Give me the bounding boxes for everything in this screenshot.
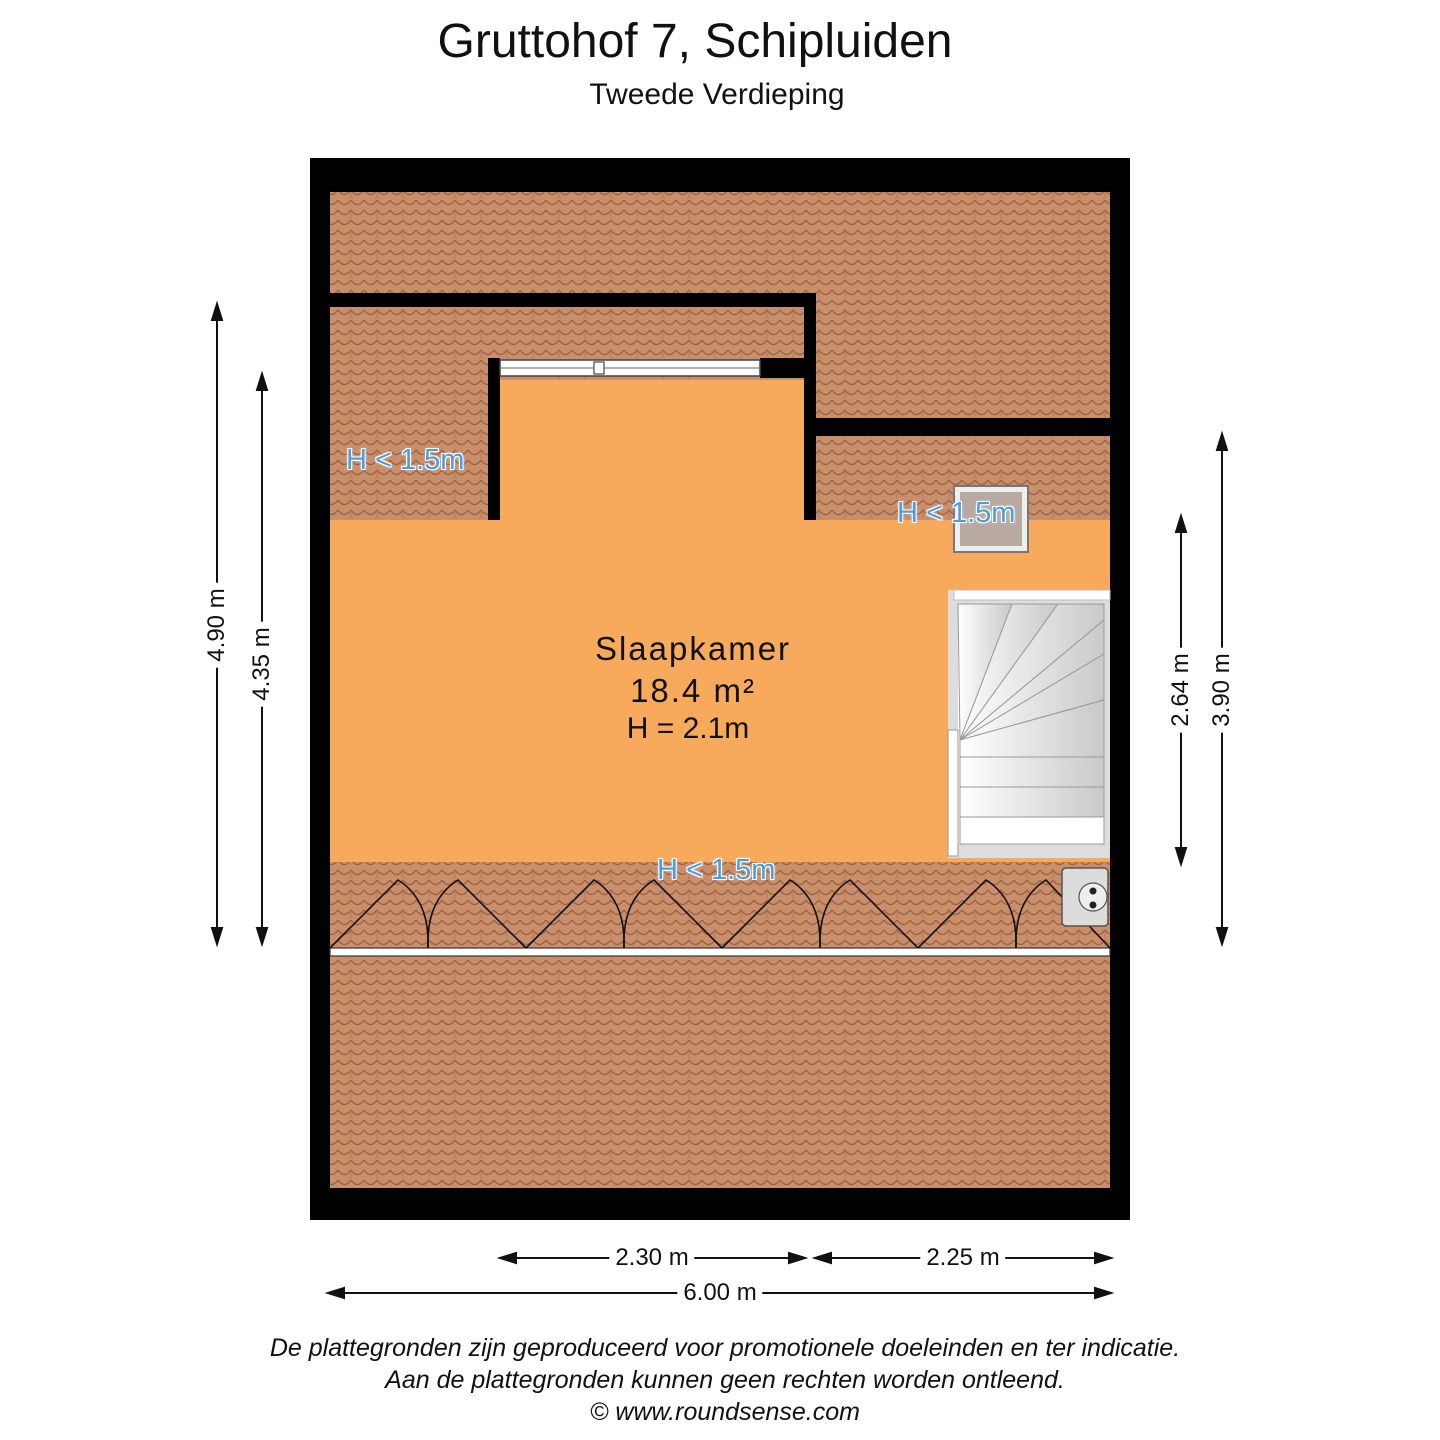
interior-wall [760,358,810,378]
plan-subtitle: Tweede Verdieping [589,78,845,111]
interior-wall [488,358,500,520]
staircase [948,590,1110,858]
window [500,360,760,376]
technical-unit [1062,868,1108,926]
interior-wall [804,293,816,520]
dimension-label-right-outer: 3.90 m [1208,647,1236,732]
disclaimer-line-1: De plattegronden zijn geproduceerd voor promotionele doeleinden en ter indicatie. [269,1334,1181,1362]
dimension-label-bottom-right: 2.25 m [920,1244,1005,1272]
disclaimer-line-2: Aan de plattegronden kunnen geen rechten worden ontleend. [385,1366,1065,1394]
dimension-label-left-outer: 4.90 m [203,582,231,667]
low-ceiling-label: H < 1.5m [346,444,465,476]
dimension-label-bottom-left: 2.30 m [609,1244,694,1272]
plan-title: Gruttohof 7, Schipluiden [437,15,953,68]
interior-wall [816,418,1110,436]
room-height: H = 2.1m [626,712,750,745]
copyright-line: © www.roundsense.com [590,1398,860,1426]
dimension-label-left-inner: 4.35 m [248,621,276,706]
low-ceiling-label: H < 1.5m [657,854,776,886]
low-ceiling-label: H < 1.5m [897,497,1016,529]
room-name: Slaapkamer [594,630,792,667]
room-area: 18.4 m² [630,672,756,709]
dimension-label-right-inner: 2.64 m [1167,647,1195,732]
interior-wall [330,293,816,307]
dimension-label-bottom-total: 6.00 m [677,1279,762,1307]
